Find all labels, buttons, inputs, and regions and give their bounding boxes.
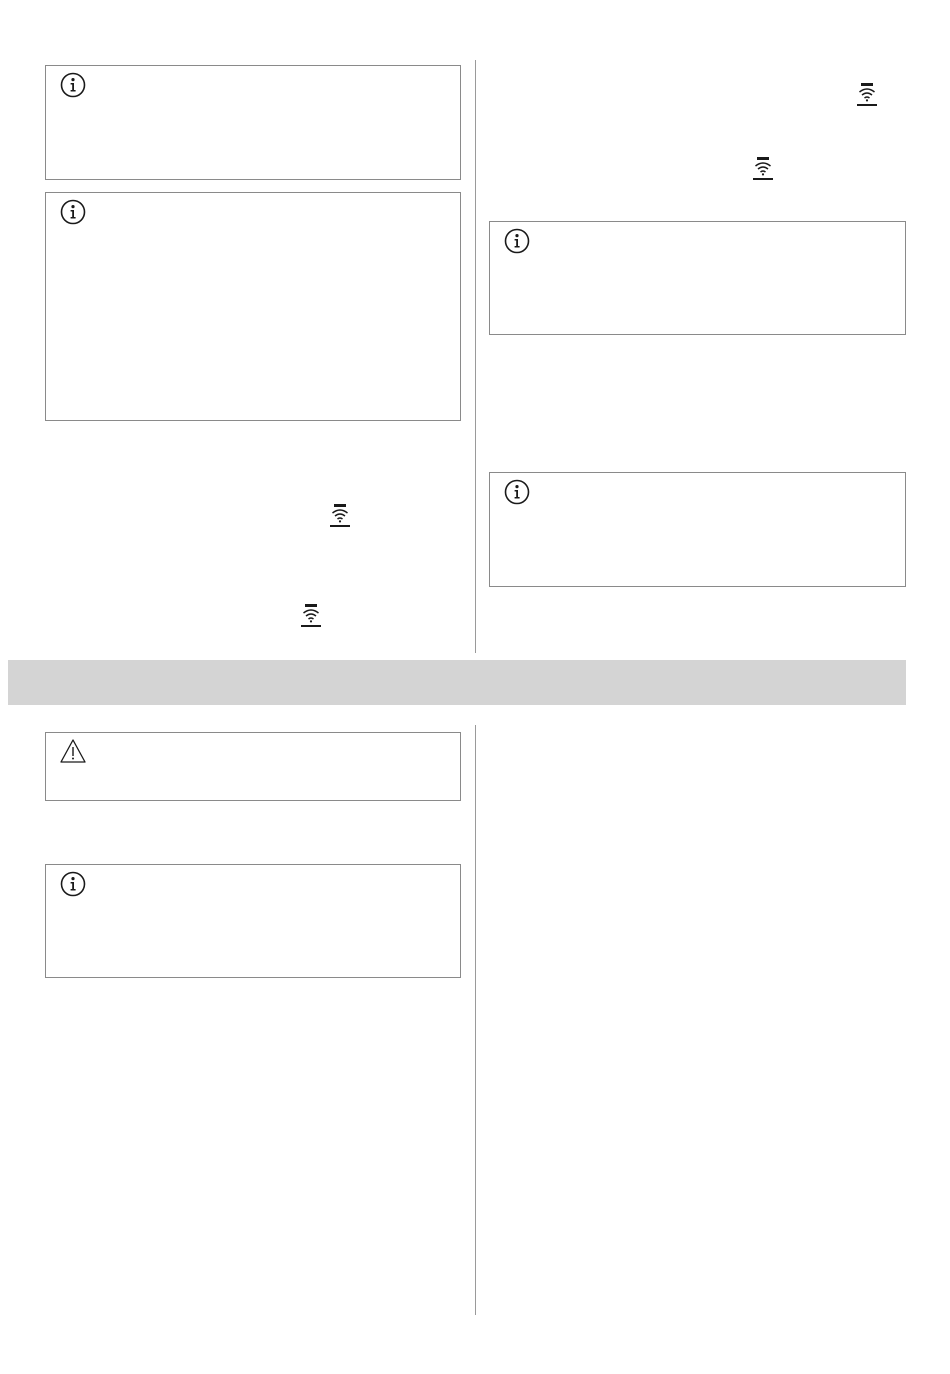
warning-note: [45, 732, 461, 801]
hood-wifi-icon: [329, 503, 351, 529]
column-divider: [475, 725, 476, 1315]
info-icon: [60, 871, 86, 897]
info-note: [489, 221, 906, 335]
info-note: [45, 192, 461, 421]
info-note: [45, 864, 461, 978]
hood-wifi-icon: [752, 156, 774, 182]
info-icon: [60, 199, 86, 225]
info-note: [489, 472, 906, 587]
info-icon: [504, 479, 530, 505]
info-icon: [504, 228, 530, 254]
info-note: [45, 65, 461, 180]
hood-wifi-icon: [300, 603, 322, 629]
column-divider: [475, 60, 476, 653]
hood-wifi-icon: [856, 82, 878, 108]
warning-icon: [60, 738, 86, 764]
info-icon: [60, 72, 86, 98]
section-heading-band: [8, 660, 906, 705]
